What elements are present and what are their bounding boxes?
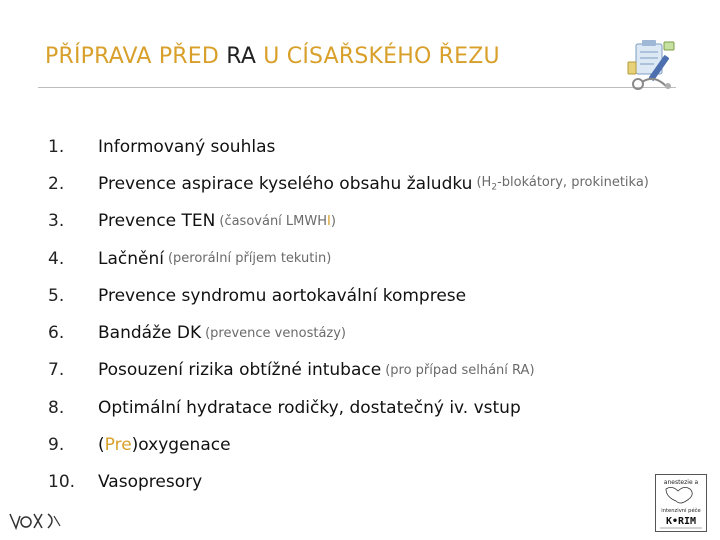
item-number: 6.	[48, 323, 65, 344]
title-part-2: RA	[226, 44, 257, 69]
note-suffix: -blokátory, prokinetika)	[497, 175, 649, 191]
item-text	[98, 435, 231, 455]
item-text: Prevence syndromu aortokavální komprese	[98, 285, 467, 306]
preparation-list	[48, 128, 708, 501]
item-number: 10.	[48, 472, 76, 493]
item-text: Lačnění	[98, 248, 164, 269]
logo-line-2: intenzivní péče	[661, 508, 701, 514]
note-accent: I	[327, 213, 331, 229]
slide-title	[45, 44, 500, 69]
text-accent: Pre	[104, 435, 132, 456]
item-number: 9.	[48, 435, 65, 456]
list-item	[48, 128, 708, 165]
krim-logo-graphic-icon	[656, 475, 706, 531]
list-item	[48, 203, 708, 240]
list-item	[48, 426, 708, 463]
note-suffix: )	[330, 213, 336, 229]
item-note: (pro případ selhání RA)	[385, 362, 535, 378]
note-prefix: (H	[476, 175, 492, 191]
item-text: Prevence TEN	[98, 211, 216, 232]
list-item	[48, 389, 708, 426]
item-note	[476, 175, 648, 193]
title-part-3: U CÍSAŘSKÉHO ŘEZU	[256, 44, 500, 69]
list-item	[48, 240, 708, 277]
title-divider	[38, 87, 676, 88]
item-note	[219, 214, 336, 229]
list-item	[48, 165, 708, 202]
item-number: 1.	[48, 136, 65, 157]
item-note: (prevence venostázy)	[205, 325, 346, 341]
item-text: Bandáže DK	[98, 323, 202, 344]
item-number: 3.	[48, 211, 65, 232]
item-text: Posouzení rizika obtížné intubace	[98, 360, 382, 381]
medical-clipart-icon	[622, 38, 680, 96]
item-note: (perorální příjem tekutin)	[167, 251, 332, 267]
text-rest: )oxygenace	[131, 435, 231, 456]
item-number: 2.	[48, 173, 65, 194]
decorative-footer-icon	[6, 510, 62, 532]
krim-logo	[655, 474, 707, 532]
item-number: 5.	[48, 285, 65, 306]
item-text: Vasopresory	[98, 472, 203, 493]
logo-brand: K•RIM	[665, 516, 697, 527]
item-text: Optimální hydratace rodičky, dostatečný iv. vstup	[98, 397, 521, 418]
item-text: Prevence aspirace kyselého obsahu žaludku	[98, 173, 473, 194]
text-open-paren: (	[98, 435, 105, 456]
list-item	[48, 352, 708, 389]
item-number: 4.	[48, 248, 65, 269]
list-item	[48, 464, 708, 501]
title-part-1: PŘÍPRAVA PŘED	[45, 44, 227, 69]
item-number: 8.	[48, 397, 65, 418]
note-subscript: 2	[491, 182, 498, 193]
list-item	[48, 314, 708, 351]
list-item	[48, 277, 708, 314]
logo-line-1: anestezie a	[663, 479, 699, 486]
item-text: Informovaný souhlas	[98, 136, 276, 157]
note-prefix: (časování LMWH	[219, 213, 328, 229]
item-number: 7.	[48, 360, 65, 381]
